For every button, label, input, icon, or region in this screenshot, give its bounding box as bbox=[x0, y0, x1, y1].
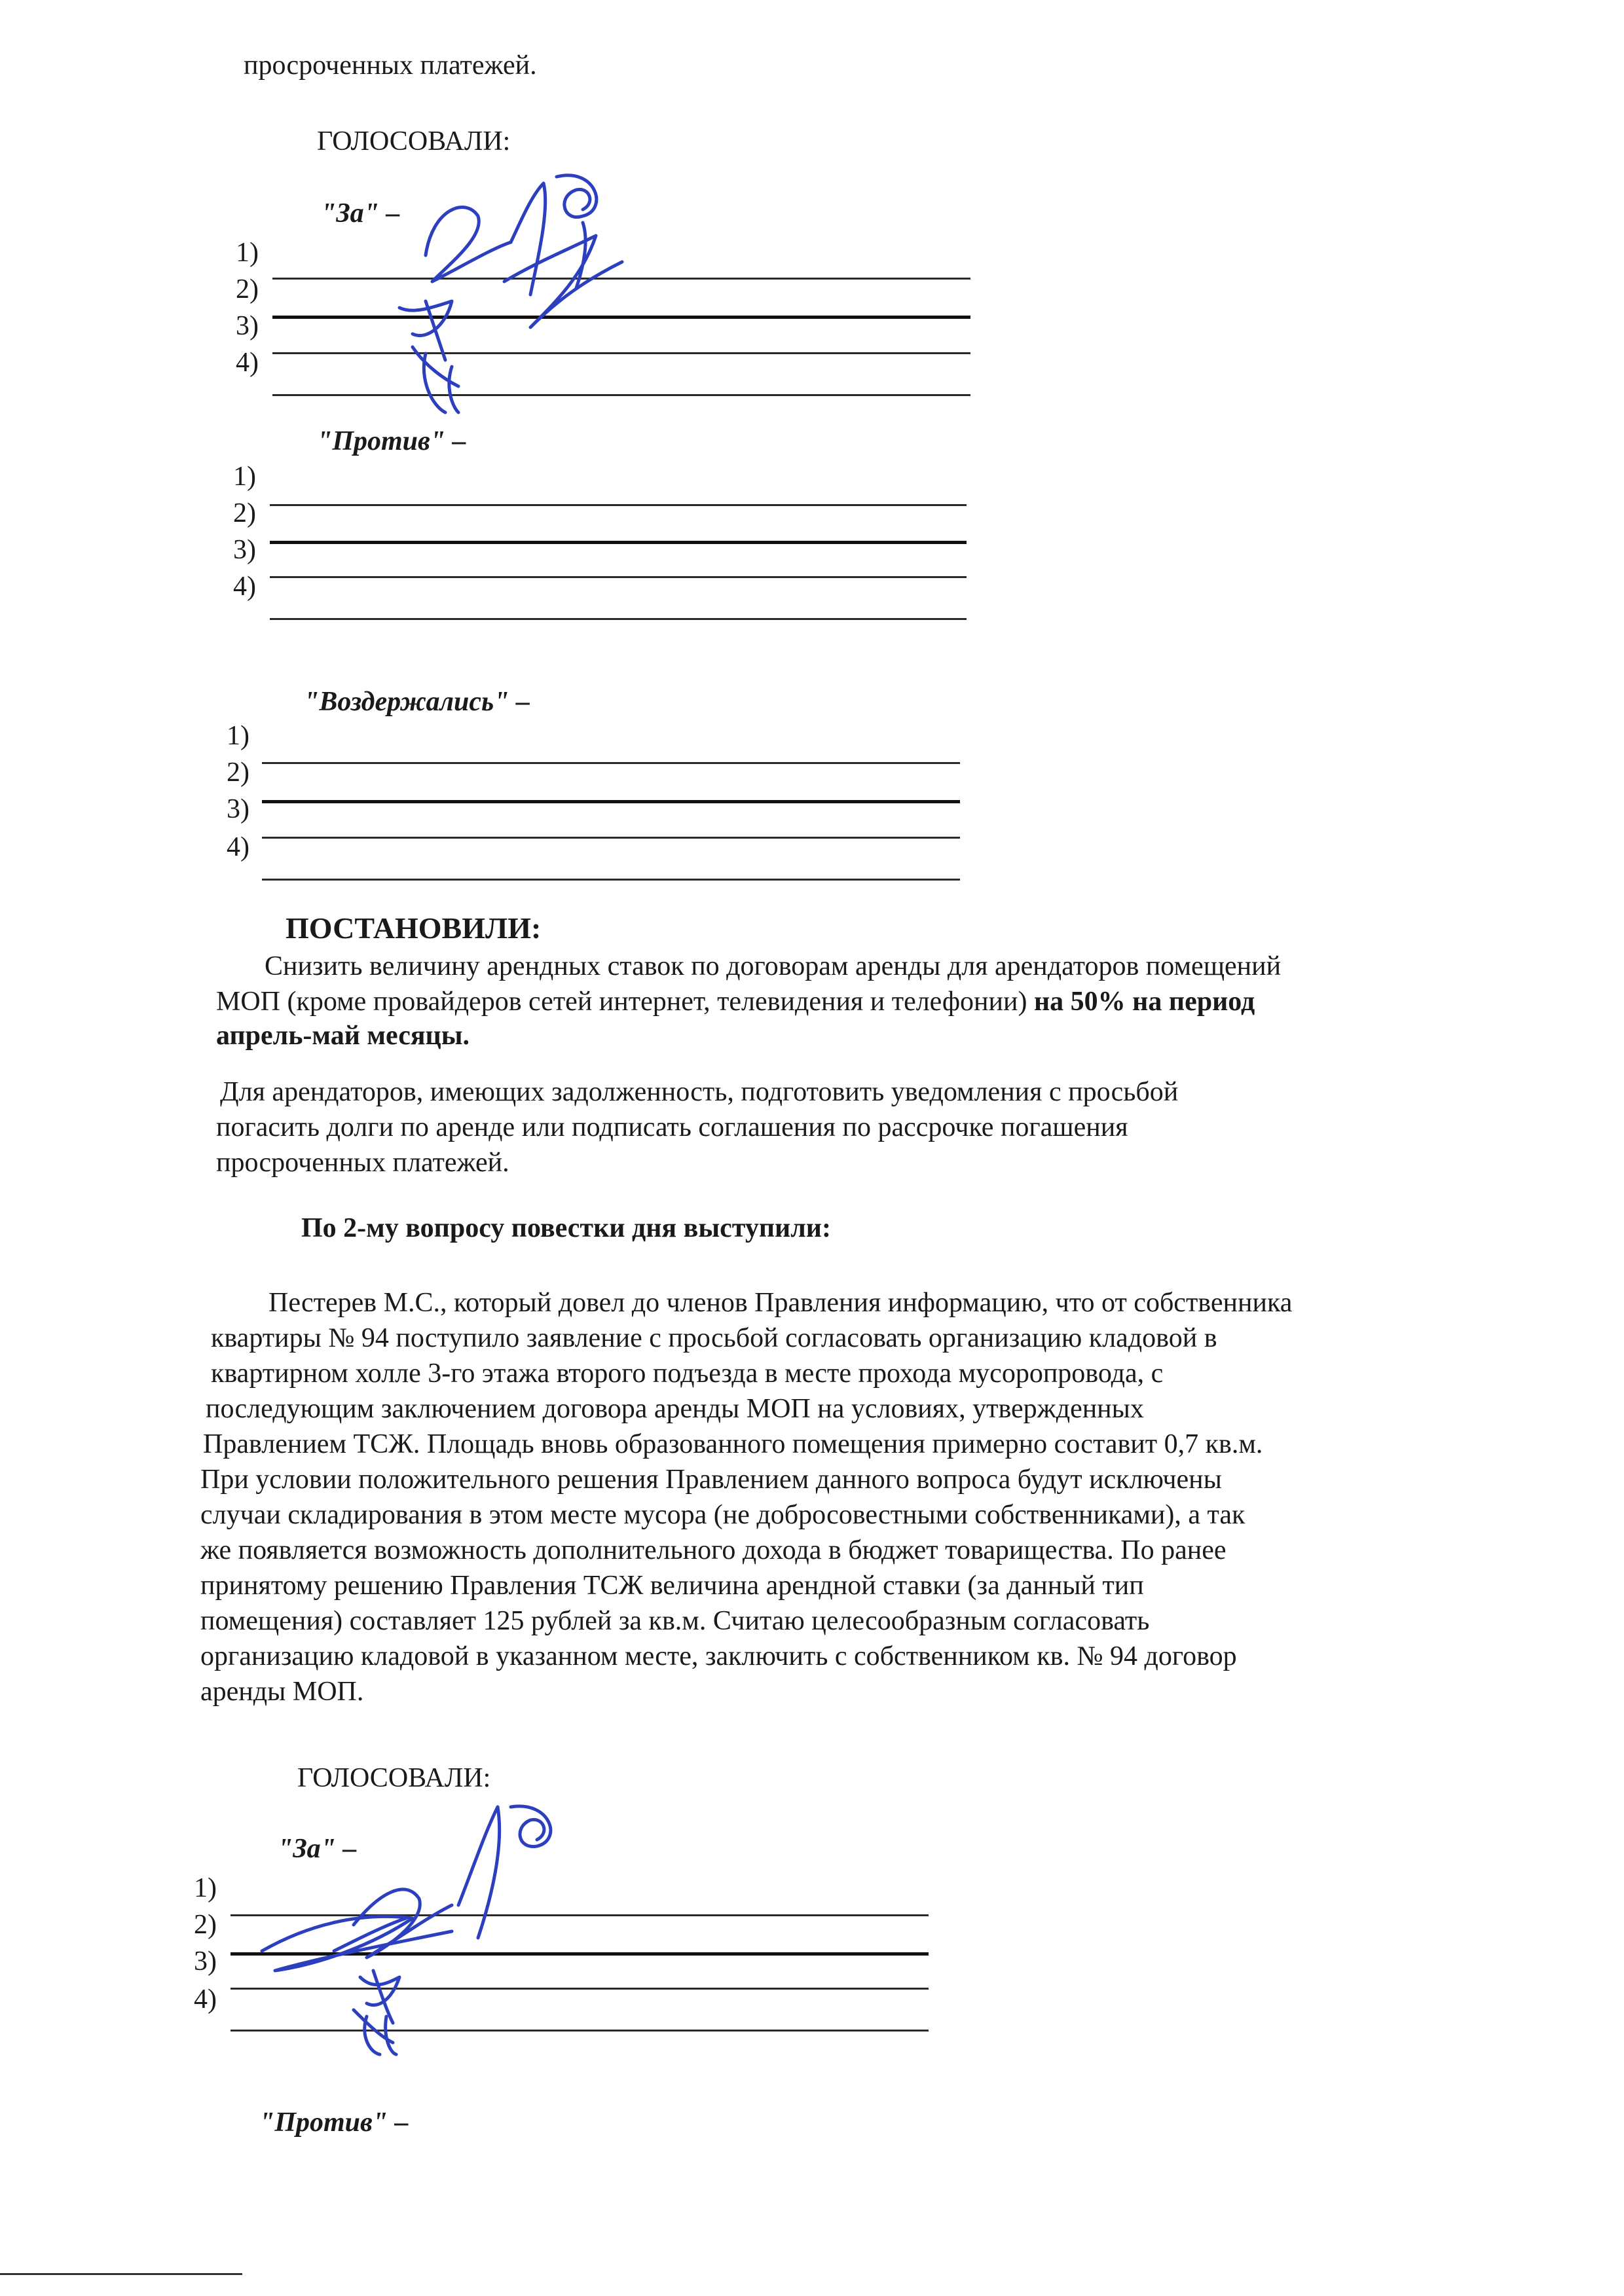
question2-text-line: Пестерев М.С., который довел до членов Правления информацию, что от собственника bbox=[268, 1288, 1293, 1318]
question2-text-line: аренды МОП. bbox=[200, 1677, 364, 1707]
question2-text-line: организацию кладовой в указанном месте, заключить с собственником кв. № 94 договор bbox=[200, 1641, 1237, 1671]
decision-text-line: погасить долги по аренде или подписать соглашения по рассрочке погашения bbox=[216, 1112, 1128, 1142]
line-number: 1) bbox=[227, 721, 249, 751]
handwritten-signatures-icon bbox=[386, 170, 648, 419]
question2-text-line: случаи складирования в этом месте мусора (не добросовестными собственниками), а так bbox=[200, 1500, 1246, 1530]
line-number: 3) bbox=[227, 794, 249, 824]
decision-heading: ПОСТАНОВИЛИ: bbox=[286, 911, 542, 945]
line-number: 2) bbox=[236, 274, 259, 304]
question2-text-line: принятому решению Правления ТСЖ величина арендной ставки (за данный тип bbox=[200, 1571, 1144, 1601]
top-fragment-text: просроченных платежей. bbox=[244, 50, 537, 81]
line-number: 4) bbox=[236, 348, 259, 378]
question2-text-line: помещения) составляет 125 рублей за кв.м. Считаю целесообразным согласовать bbox=[200, 1606, 1150, 1636]
line-number: 4) bbox=[194, 1984, 217, 2014]
decision-highlight-text: на 50% на период bbox=[1027, 987, 1255, 1017]
voted-heading: ГОЛОСОВАЛИ: bbox=[317, 126, 511, 156]
signature-line bbox=[270, 618, 967, 620]
question2-text-line: Правлением ТСЖ. Площадь вновь образованного помещения примерно составит 0,7 кв.м. bbox=[203, 1429, 1263, 1459]
decision-text-line: Для арендаторов, имеющих задолженность, подготовить уведомления с просьбой bbox=[220, 1077, 1179, 1107]
line-number: 1) bbox=[194, 1873, 217, 1903]
page-bottom-divider bbox=[0, 2273, 242, 2275]
signature-line bbox=[262, 837, 960, 839]
against-label: "Против" – bbox=[259, 2107, 409, 2138]
line-number: 2) bbox=[233, 498, 256, 528]
for-label: "За" – bbox=[321, 198, 400, 228]
decision-text-line: просроченных платежей. bbox=[216, 1148, 509, 1178]
question2-text-line: При условии положительного решения Правлением данного вопроса будут исключены bbox=[200, 1465, 1222, 1495]
signature-line bbox=[270, 576, 967, 578]
handwritten-signatures-icon bbox=[255, 1794, 596, 2056]
for-label: "За" – bbox=[278, 1834, 357, 1864]
question2-text-line: же появляется возможность дополнительного дохода в бюджет товарищества. По ранее bbox=[200, 1535, 1227, 1565]
against-label: "Против" – bbox=[317, 426, 466, 456]
question2-text-line: последующим заключением договора аренды МОП на условиях, утвержденных bbox=[206, 1394, 1144, 1424]
question2-heading: По 2-му вопросу повестки дня выступили: bbox=[301, 1213, 831, 1243]
decision-highlight-text: апрель-май месяцы. bbox=[216, 1021, 470, 1051]
line-number: 1) bbox=[233, 462, 256, 492]
question2-text-line: квартирном холле 3-го этажа второго подъезда в месте прохода мусоропровода, с bbox=[211, 1358, 1164, 1389]
line-number: 2) bbox=[194, 1910, 217, 1940]
line-number: 2) bbox=[227, 757, 249, 788]
question2-text-line: квартиры № 94 поступило заявление с просьбой согласовать организацию кладовой в bbox=[211, 1323, 1217, 1353]
line-number: 4) bbox=[233, 572, 256, 602]
decision-text-line: Снизить величину арендных ставок по договорам аренды для арендаторов помещений bbox=[265, 951, 1282, 981]
abstained-label: "Воздержались" – bbox=[304, 687, 530, 717]
signature-line bbox=[262, 800, 960, 803]
decision-text-line bbox=[216, 986, 1255, 1017]
line-number: 3) bbox=[194, 1946, 217, 1977]
line-number: 4) bbox=[227, 832, 249, 862]
signature-line bbox=[270, 504, 967, 506]
signature-line bbox=[270, 541, 967, 544]
line-number: 1) bbox=[236, 238, 259, 268]
voted-heading: ГОЛОСОВАЛИ: bbox=[297, 1763, 491, 1793]
signature-line bbox=[262, 762, 960, 764]
signature-line bbox=[262, 879, 960, 881]
line-number: 3) bbox=[233, 535, 256, 565]
line-number: 3) bbox=[236, 311, 259, 341]
decision-text-segment: МОП (кроме провайдеров сетей интернет, телевидения и телефонии) bbox=[216, 987, 1027, 1017]
